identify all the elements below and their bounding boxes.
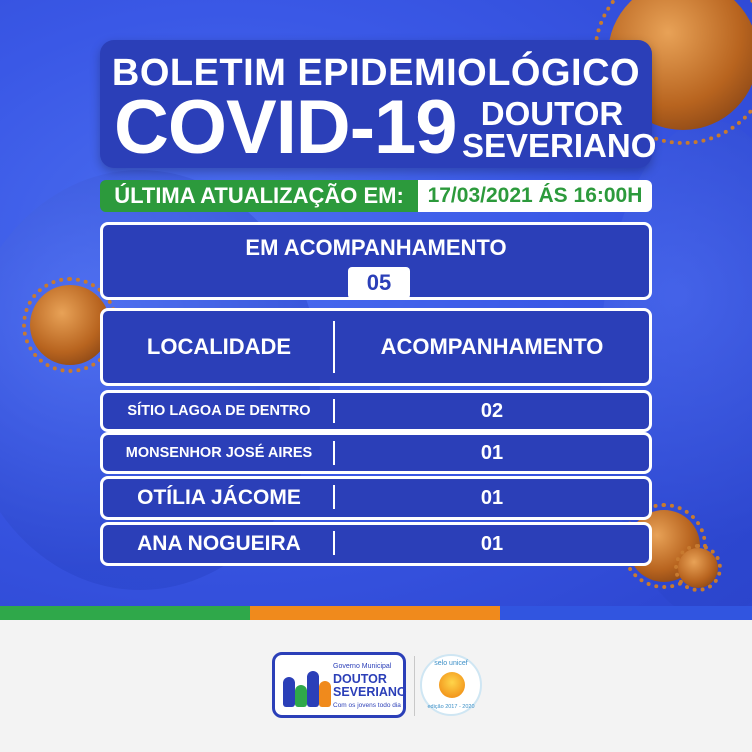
- virus-image: [678, 548, 718, 588]
- unicef-seal: [420, 654, 482, 716]
- logo-tagline: Com os jovens todo dia: [333, 702, 401, 709]
- row-locality: ANA NOGUEIRA: [137, 532, 301, 555]
- row-value: 01: [480, 533, 504, 555]
- row-locality: SÍTIO LAGOA DE DENTRO: [127, 403, 311, 419]
- logo-city-line2: SEVERIANO: [333, 685, 407, 699]
- bulletin-title: BOLETIM EPIDEMIOLÓGICO: [111, 52, 641, 94]
- header-locality: LOCALIDADE: [146, 334, 292, 359]
- table-row: [100, 522, 652, 566]
- children-icon: [283, 661, 331, 709]
- city-name-line1: DOUTOR: [480, 95, 624, 132]
- sun-icon: [439, 672, 465, 698]
- row-locality: MONSENHOR JOSÉ AIRES: [125, 445, 313, 461]
- unicef-seal-edition: edição 2017 - 2020: [427, 704, 475, 710]
- city-name-line2: SEVERIANO: [462, 127, 657, 164]
- title-banner: [100, 40, 657, 170]
- last-update-value: 17/03/2021 ÁS 16:00H: [418, 180, 652, 212]
- color-strip-orange: [250, 606, 500, 620]
- logo-government-label: Governo Municipal: [333, 663, 392, 670]
- unicef-seal-title: selo unicef: [434, 660, 468, 667]
- row-value: 02: [480, 400, 504, 422]
- follow-up-panel: [100, 222, 652, 300]
- virus-image: [30, 285, 110, 365]
- follow-up-count: 05: [348, 267, 410, 299]
- table-header: [100, 308, 652, 386]
- covid-title: COVID-19: [114, 85, 457, 170]
- color-strip-blue: [500, 606, 752, 620]
- color-strip-green: [0, 606, 250, 620]
- row-locality: OTÍLIA JÁCOME: [137, 486, 301, 509]
- table-row: [100, 432, 652, 474]
- logo-divider: [414, 656, 415, 716]
- logo-city-line1: DOUTOR: [333, 672, 387, 686]
- row-value: 01: [480, 442, 504, 464]
- city-name: [462, 95, 657, 164]
- header-follow-up: ACOMPANHAMENTO: [380, 334, 604, 359]
- table-row: [100, 390, 652, 432]
- row-value: 01: [480, 487, 504, 509]
- follow-up-label: EM ACOMPANHAMENTO: [245, 235, 507, 260]
- table-row: [100, 476, 652, 520]
- last-update-label: ÚLTIMA ATUALIZAÇÃO EM:: [100, 180, 418, 212]
- municipal-logo: [272, 652, 406, 718]
